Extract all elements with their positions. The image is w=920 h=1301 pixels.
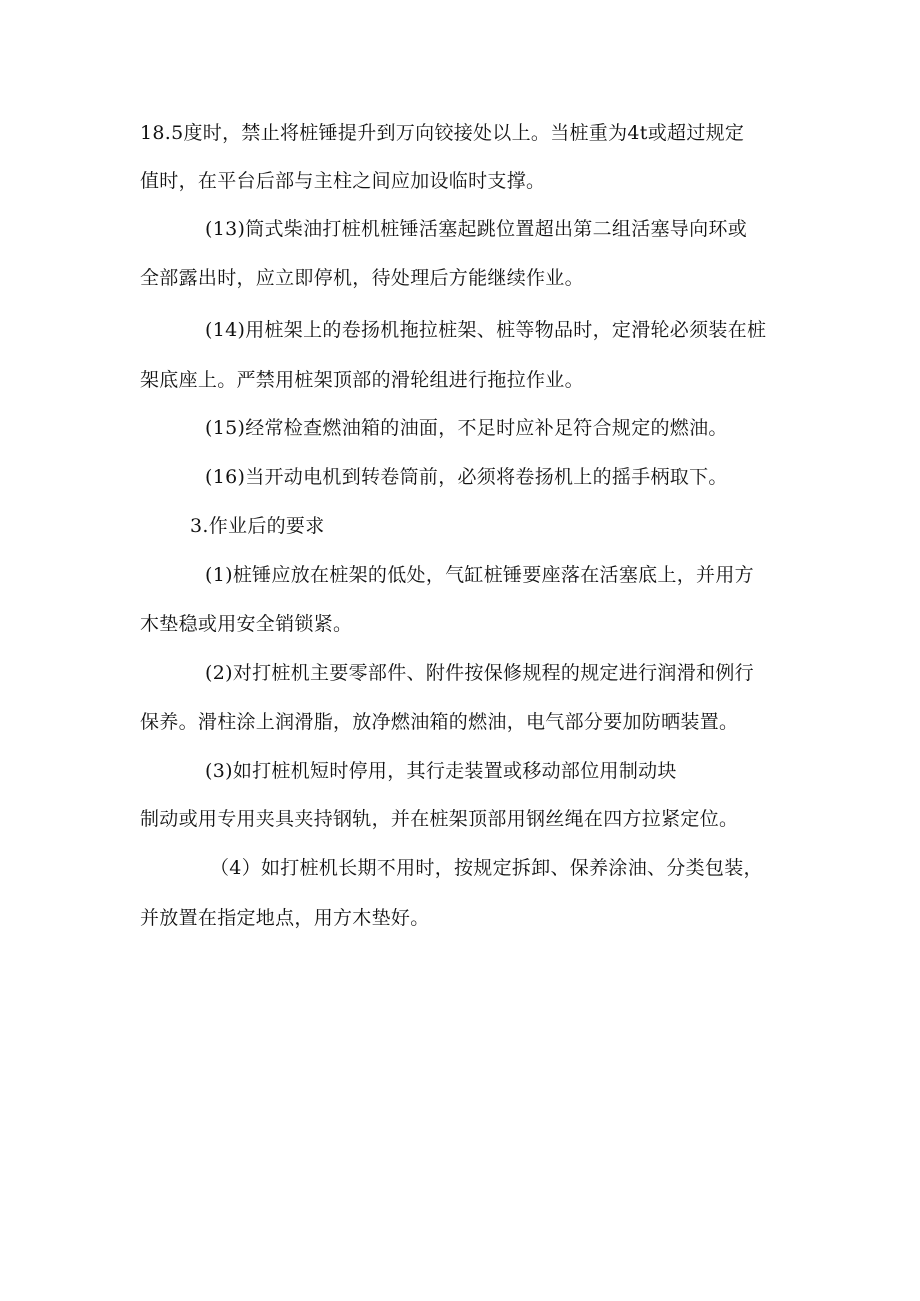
text-line-17: 并放置在指定地点，用方木垫好。: [140, 907, 430, 929]
text-line-1: 18.5度时，禁止将桩锤提升到万向铰接处以上。当桩重为4t或超过规定: [140, 122, 745, 144]
text-line-3: (13)筒式柴油打桩机桩锤活塞起跳位置超出第二组活塞导向环或: [205, 218, 748, 240]
text-line-2: 值时，在平台后部与主柱之间应加设临时支撑。: [140, 170, 546, 192]
text-line-14: (3)如打桩机短时停用，其行走装置或移动部位用制动块: [205, 760, 677, 782]
text-line-12: (2)对打桩机主要零部件、附件按保修规程的规定进行润滑和例行: [205, 662, 754, 684]
text-line-8: (16)当开动电机到转卷筒前，必须将卷扬机上的摇手柄取下。: [205, 466, 728, 488]
section-heading: 3.作业后的要求: [190, 515, 325, 537]
text-line-16: （4）如打桩机长期不用时，按规定拆卸、保养涂油、分类包装，: [210, 857, 763, 879]
text-line-15: 制动或用专用夹具夹持钢轨，并在桩架顶部用钢丝绳在四方拉紧定位。: [140, 808, 739, 830]
text-line-7: (15)经常检查燃油箱的油面，不足时应补足符合规定的燃油。: [205, 417, 728, 439]
text-line-5: (14)用桩架上的卷扬机拖拉桩架、桩等物品时，定滑轮必须装在桩: [205, 319, 767, 341]
text-line-11: 木垫稳或用安全销锁紧。: [140, 613, 353, 635]
text-line-10: (1)桩锤应放在桩架的低处，气缸桩锤要座落在活塞底上，并用方: [205, 564, 754, 586]
text-line-6: 架底座上。严禁用桩架顶部的滑轮组进行拖拉作业。: [140, 369, 584, 391]
text-line-13: 保养。滑柱涂上润滑脂，放净燃油箱的燃油，电气部分要加防晒装置。: [140, 711, 739, 733]
text-line-4: 全部露出时，应立即停机，待处理后方能继续作业。: [140, 267, 584, 289]
